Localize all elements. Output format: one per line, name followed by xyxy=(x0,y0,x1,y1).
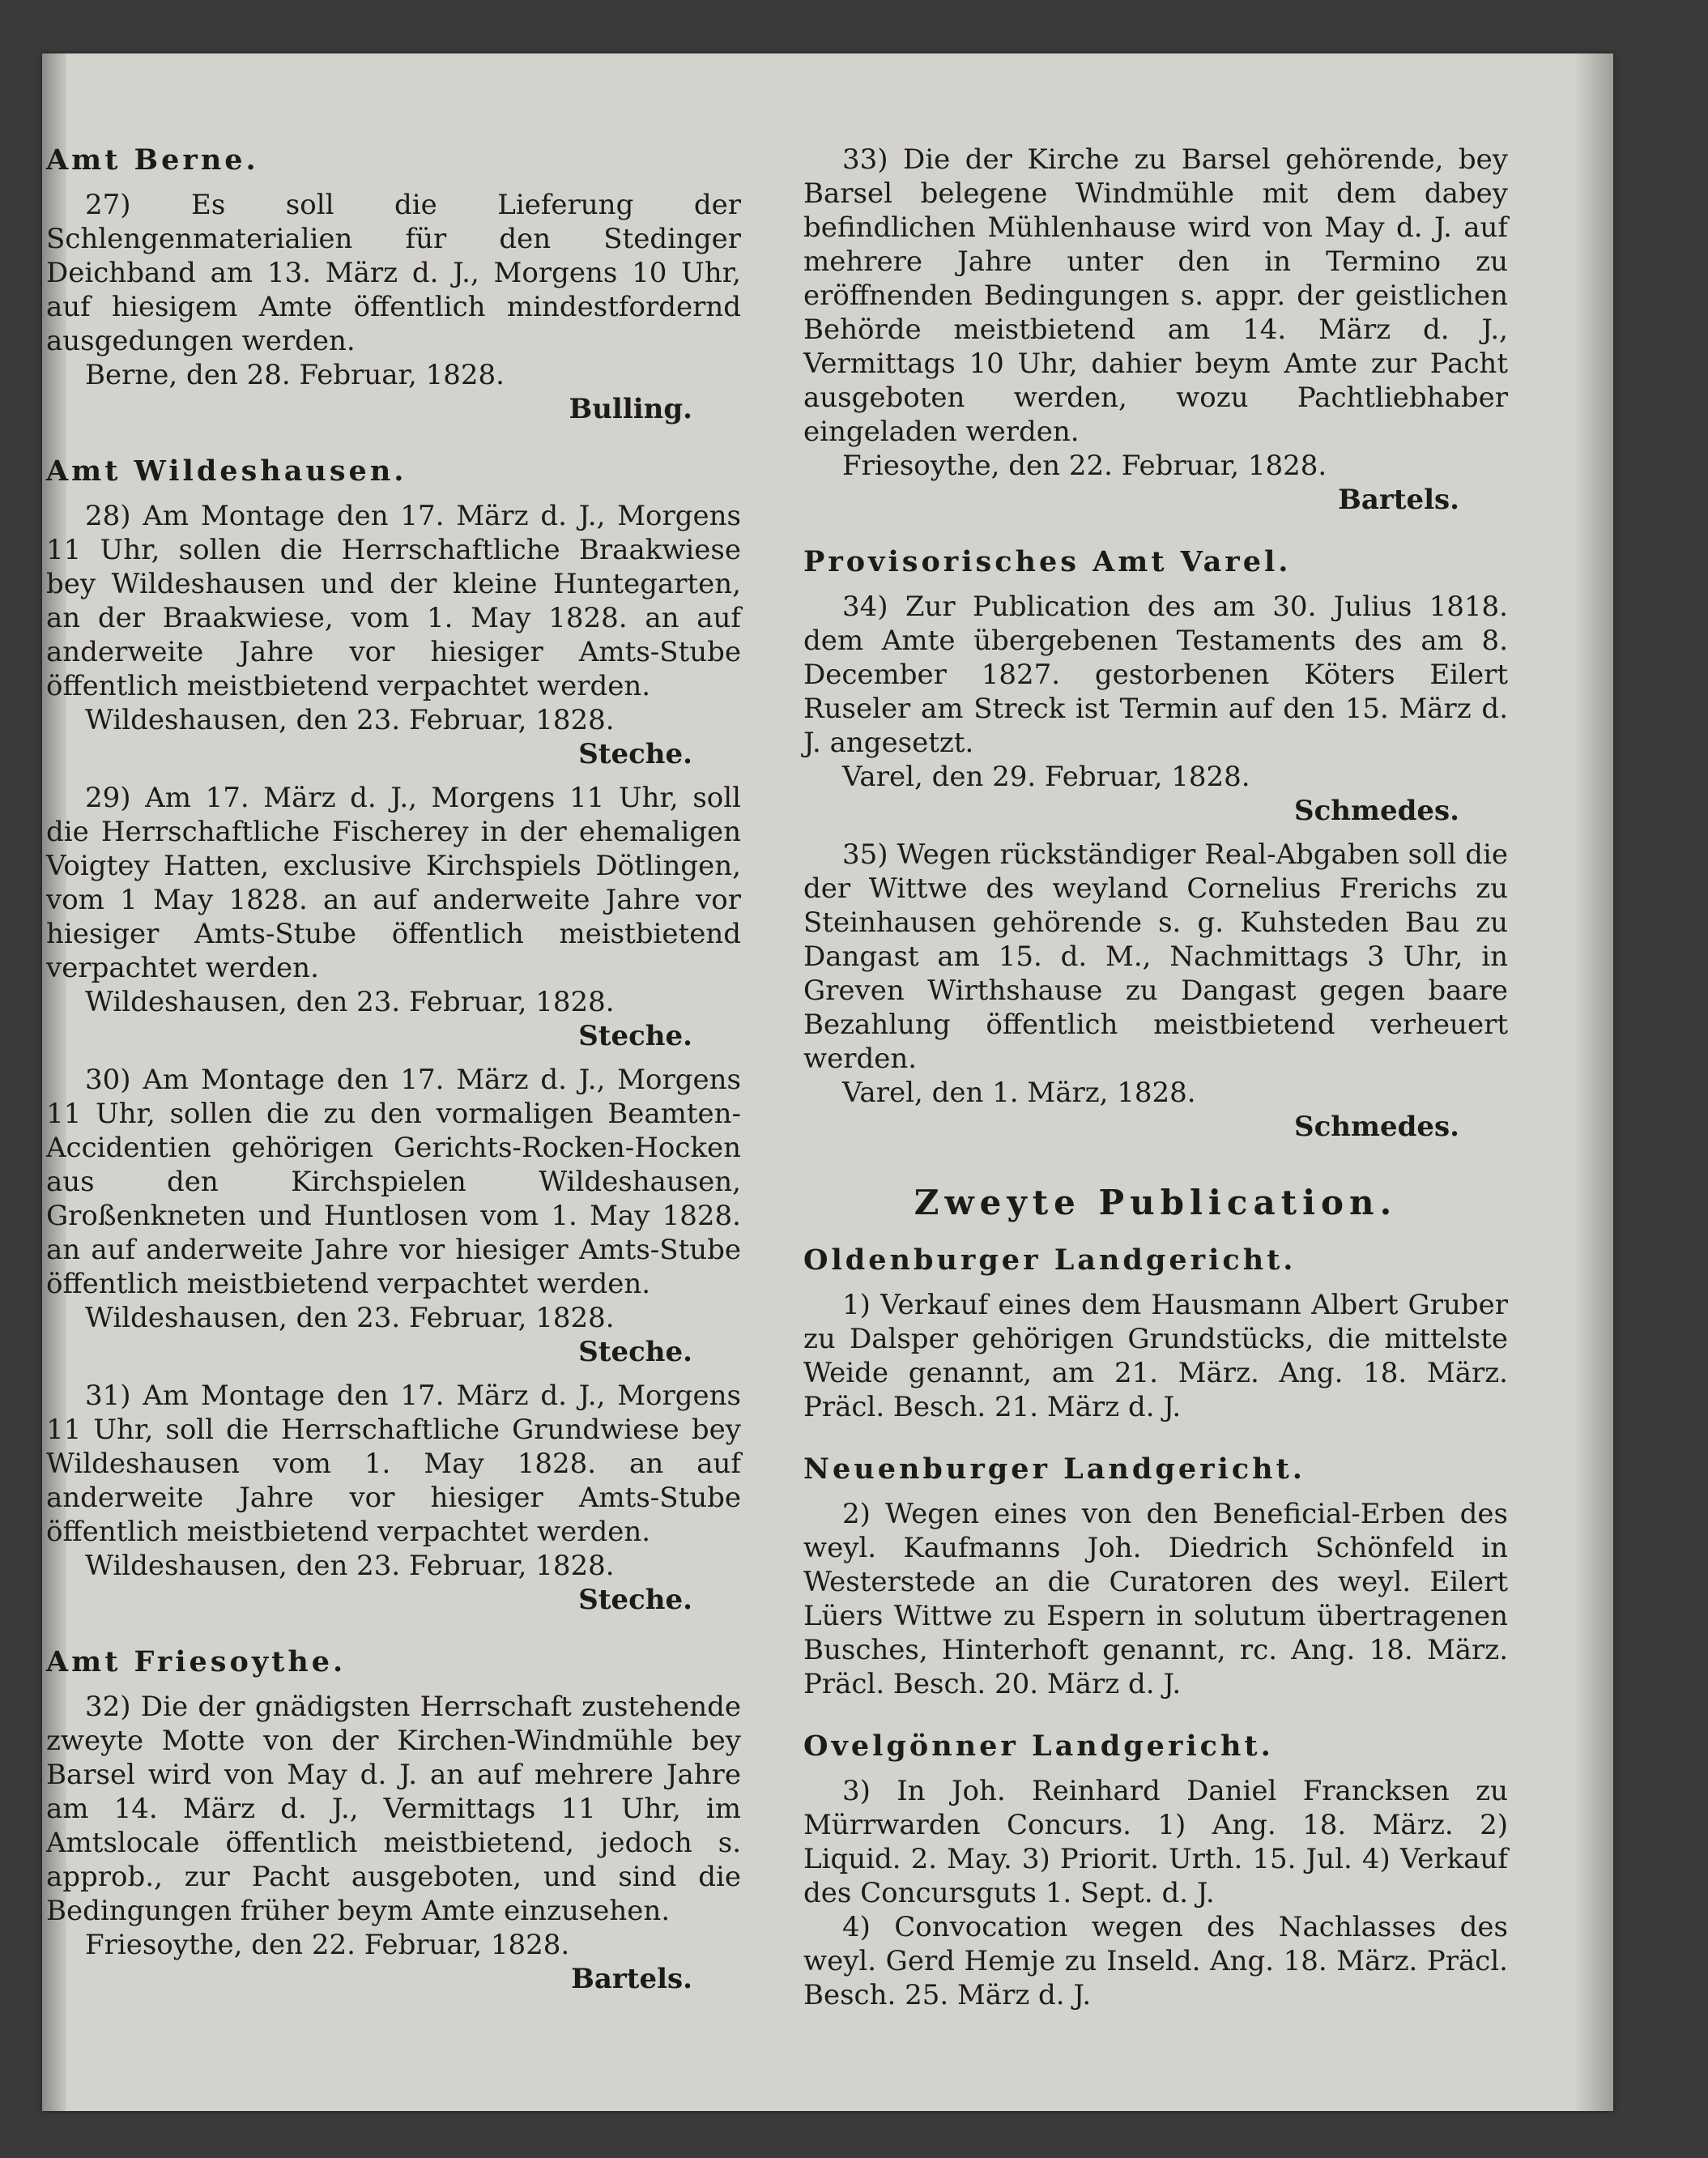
section-heading-ovelgonner-landgericht: Ovelgönner Landgericht. xyxy=(803,1729,1274,1763)
dateline-wildeshausen-29: Wildeshausen, den 23. Februar, 1828. xyxy=(85,986,615,1018)
court-item-2: 2) Wegen eines von den Beneficial-Erben des weyl. Kaufmanns Joh. Diedrich Schönfeld in Westerstede an die Curatoren des weyl. Eilert Lüers Wittwe zu Espern in solutum übertragenen Busches, Hinterhoft genannt, rc. Ang. 18. März. Präcl. Besch. 20. März d. J. xyxy=(803,1498,1508,1700)
section-heading-oldenburger-landgericht: Oldenburger Landgericht. xyxy=(803,1243,1297,1277)
section-heading-amt-friesoythe: Amt Friesoythe. xyxy=(46,1645,347,1678)
section-heading-amt-varel: Provisorisches Amt Varel. xyxy=(803,545,1292,578)
notice-31: 31) Am Montage den 17. März d. J., Morgens 11 Uhr, soll die Herrschaftliche Grundwiese bey Wildeshausen vom 1. May 1828. an auf anderweite Jahre vor hiesiger Amts-Stube öffentlich meistbietend verpachtet werden. xyxy=(46,1380,741,1548)
court-item-1: 1) Verkauf eines dem Hausmann Albert Gruber zu Dalsper gehörigen Grundstücks, die mittelste Weide genannt, am 21. März. Ang. 18. März. Präcl. Besch. 21. März d. J. xyxy=(803,1289,1508,1423)
heading-zweyte-publication: Zweyte Publication. xyxy=(914,1183,1398,1222)
signature-schmedes-34: Schmedes. xyxy=(1294,795,1459,827)
signature-steche-28: Steche. xyxy=(578,738,692,770)
signature-steche-31: Steche. xyxy=(578,1584,692,1616)
signature-steche-29: Steche. xyxy=(578,1020,692,1052)
dateline-wildeshausen-31: Wildeshausen, den 23. Februar, 1828. xyxy=(85,1550,615,1582)
notice-32: 32) Die der gnädigsten Herrschaft zustehende zweyte Motte von der Kirchen-Windmühle bey Barsel wird von May d. J. an auf mehrere Jahre am 14. März d. J., Vermittags 11 Uhr, im Amtslocale öffentlich meistbietend, jedoch s. approb., zur Pacht ausgeboten, und sind die Bedingungen früher beym Amte einzusehen. xyxy=(46,1691,741,1927)
notice-30: 30) Am Montage den 17. März d. J., Morgens 11 Uhr, sollen die zu den vormaligen Beamten-Accidentien gehörigen Gerichts-Rocken-Hocken aus den Kirchspielen Wildeshausen, Großenkneten und Huntlosen vom 1. May 1828. an auf anderweite Jahre vor hiesiger Amts-Stube öffentlich meistbietend verpachtet werden. xyxy=(46,1064,741,1300)
signature-steche-30: Steche. xyxy=(578,1336,692,1368)
notice-28: 28) Am Montage den 17. März d. J., Morgens 11 Uhr, sollen die Herrschaftliche Braakwiese bey Wildeshausen und der kleine Huntegarten, an der Braakwiese, vom 1. May 1828. an auf anderweite Jahre vor hiesiger Amts-Stube öffentlich meistbietend verpachtet werden. xyxy=(46,500,741,702)
right-column xyxy=(803,143,1508,2012)
dateline-friesoythe-33: Friesoythe, den 22. Februar, 1828. xyxy=(842,450,1327,482)
dateline-wildeshausen-30: Wildeshausen, den 23. Februar, 1828. xyxy=(85,1302,615,1334)
dateline-wildeshausen-28: Wildeshausen, den 23. Februar, 1828. xyxy=(85,704,615,736)
dateline-varel-35: Varel, den 1. März, 1828. xyxy=(842,1077,1196,1109)
dateline-varel-34: Varel, den 29. Februar, 1828. xyxy=(842,761,1250,793)
signature-bartels-33: Bartels. xyxy=(1338,484,1459,516)
notice-35: 35) Wegen rückständiger Real-Abgaben soll die der Wittwe des weyland Cornelius Frerichs zu Steinhausen gehörende s. g. Kuhsteden Bau zu Dangast am 15. d. M., Nachmittags 3 Uhr, in Greven Wirthshause zu Dangast gegen baare Bezahlung öffentlich meistbietend verheuert werden. xyxy=(803,838,1508,1075)
dateline-berne: Berne, den 28. Februar, 1828. xyxy=(85,359,505,391)
section-heading-neuenburger-landgericht: Neuenburger Landgericht. xyxy=(803,1452,1305,1486)
dateline-friesoythe-32: Friesoythe, den 22. Februar, 1828. xyxy=(85,1929,570,1961)
signature-bulling: Bulling. xyxy=(569,393,692,425)
court-item-4: 4) Convocation wegen des Nachlasses des weyl. Gerd Hemje zu Inseld. Ang. 18. März. Präcl. Besch. 25. März d. J. xyxy=(803,1911,1508,2011)
left-column xyxy=(46,143,741,2006)
notice-29: 29) Am 17. März d. J., Morgens 11 Uhr, soll die Herrschaftliche Fischerey in der ehemaligen Voigtey Hatten, exclusive Kirchspiels Dötlingen, vom 1 May 1828. an auf anderweite Jahre vor hiesiger Amts-Stube öffentlich meistbietend verpachtet werden. xyxy=(46,782,741,984)
notice-27: 27) Es soll die Lieferung der Schlengenmaterialien für den Stedinger Deichband am 13. März d. J., Morgens 10 Uhr, auf hiesigem Amte öffentlich mindestfordernd ausgedungen werden. xyxy=(46,189,741,357)
court-item-3: 3) In Joh. Reinhard Daniel Francksen zu Mürrwarden Concurs. 1) Ang. 18. März. 2) Liquid. 2. May. 3) Priorit. Urth. 15. Jul. 4) Verkauf des Concursguts 1. Sept. d. J. xyxy=(803,1775,1508,1909)
section-heading-amt-wildeshausen: Amt Wildeshausen. xyxy=(46,454,407,488)
book-page xyxy=(42,53,1613,2111)
signature-schmedes-35: Schmedes. xyxy=(1294,1111,1459,1143)
notice-33: 33) Die der Kirche zu Barsel gehörende, bey Barsel belegene Windmühle mit dem dabey befindlichen Mühlenhause wird von May d. J. auf mehrere Jahre unter den in Termino zu eröffnenden Bedingungen s. appr. der geistlichen Behörde meistbietend am 14. März d. J., Vermittags 10 Uhr, dahier beym Amte zur Pacht ausgeboten werden, wozu Pachtliebhaber eingeladen werden. xyxy=(803,143,1508,448)
page-edge-stack xyxy=(1574,53,1613,2111)
signature-bartels-32: Bartels. xyxy=(571,1963,692,1995)
section-heading-amt-berne: Amt Berne. xyxy=(46,143,259,177)
notice-34: 34) Zur Publication des am 30. Julius 1818. dem Amte übergebenen Testaments des am 8. December 1827. gestorbenen Köters Eilert Ruseler am Streck ist Termin auf den 15. März d. J. angesetzt. xyxy=(803,591,1508,759)
